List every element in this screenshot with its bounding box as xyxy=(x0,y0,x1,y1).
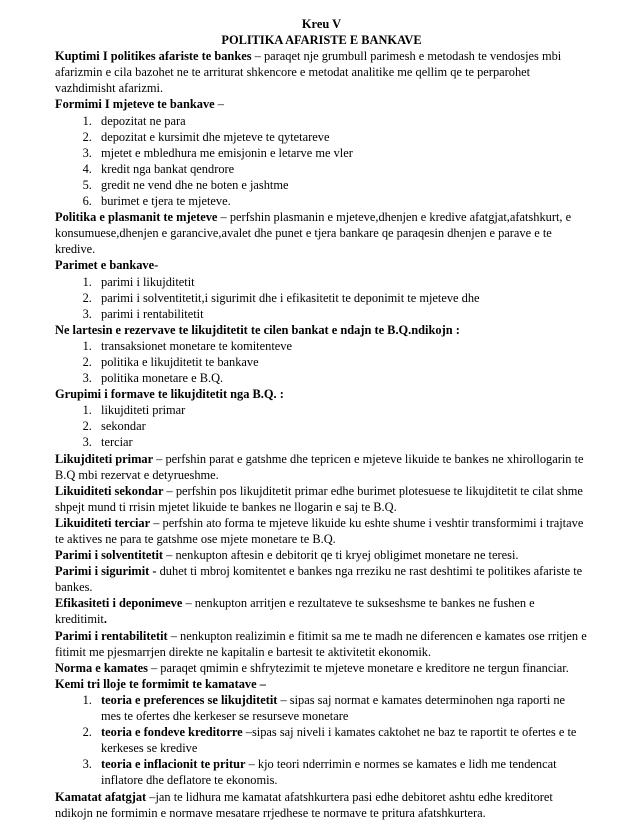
placement-paragraph xyxy=(55,209,588,257)
list-item: 1. transaksionet monetare te komitenteve xyxy=(95,338,588,354)
definition-term: Parimi i solventitetit xyxy=(55,548,164,563)
definition-text: – paraqet qmimin e shfrytezimit te mjeteve monetare e kreditore ne tergun financiar. xyxy=(147,660,569,675)
definition-term: Likuiditeti terciar xyxy=(55,515,151,530)
principles-heading xyxy=(55,257,588,273)
list-item: 3. politika monetare e B.Q. xyxy=(95,370,588,386)
concept-term: Kuptimi I politikes afariste te bankes xyxy=(55,49,252,64)
theory-text: – kjo teori nderrimin e normes se kamates e lidh me tendencat inflatore dhe deflatore te ekonomis. xyxy=(101,757,557,788)
formation-heading xyxy=(55,96,588,112)
definition-term: Likuiditeti sekondar xyxy=(55,483,164,498)
definition-term: Parimi i sigurimit - xyxy=(55,564,157,579)
formation-list xyxy=(55,113,588,210)
theory-term: teoria e preferences se likujditetit xyxy=(101,692,278,707)
groups-list xyxy=(55,402,588,450)
list-item: 2. depozitat e kursimit dhe mjeteve te qytetareve xyxy=(95,129,588,145)
groups-heading-label: Grupimi i formave te likujditetit nga B.Q. : xyxy=(55,387,284,402)
shortterm-text: –jan te lidhura me kamatat afatshkurtera pasi edhe debitoret ashtu edhe kreditoret ndikojn ne formimin e normave mesatare rrjedhese te normave te pritura afatshkurtera. xyxy=(55,789,553,820)
shortterm-term: Kamatat afatgjat xyxy=(55,789,147,804)
theories-heading-label: Kemi tri lloje te formimit te kamatave – xyxy=(55,676,266,691)
definition-paragraph xyxy=(55,660,588,676)
efficiency-end: . xyxy=(103,612,107,627)
theory-text: –sipas saj niveli i kamates caktohet ne baz te raportit te ofertes e te kerkeses se kredive xyxy=(101,725,577,756)
list-item xyxy=(95,724,588,756)
list-item: 3. parimi i rentabilitetit xyxy=(95,306,588,322)
definition-paragraph xyxy=(55,483,588,515)
efficiency-text: – nenkupton arritjen e rezultateve te sukseshsme te bankes ne fushen e kreditimit xyxy=(55,596,535,627)
definition-text: – perfshin ato forma te mjeteve likuide ku eshte shume i veshtir transformimi i trajtave te aktives ne para te gatshme ose mjete monetare te B.Q. xyxy=(55,515,584,546)
page-title: POLITIKA AFARISTE E BANKAVE xyxy=(221,33,422,48)
efficiency-paragraph xyxy=(55,595,588,627)
groups-heading xyxy=(55,386,588,402)
theories-heading xyxy=(55,676,588,692)
formation-heading-dash: – xyxy=(214,97,224,112)
definition-text: – perfshin parat e gatshme dhe tepricen e mjeteve likuide te bankes ne xhirollogarin te B.Q mbi rezervat e detyrueshme. xyxy=(55,451,584,482)
concept-text: – paraqet nje grumbull parimesh e metodash te vendosjes mbi afarizmin e cila bazohet ne te arriturat shkencore e metodat analitike me qellim qe te perparohet vazhdimisht afarizmi. xyxy=(55,49,562,96)
shortterm-paragraph xyxy=(55,789,588,821)
definition-term: Parimi i rentabilitetit xyxy=(55,628,168,643)
definition-text: – nenkupton realizimin e fitimit sa me te madh ne diferencen e kamates ose rritjen e fitimit me pjesmarrjen direkte ne kapitalin e bartesit te aktivitetit ekonomik. xyxy=(55,628,587,659)
definition-text: – perfshin pos likujditetit primar edhe burimet plotesuese te likujditetit te cilat shme shpejt mund ti rrisin mjetet likuide te bankes ne llogarin e saj te B.Q. xyxy=(55,483,583,514)
theory-text: – sipas saj normat e kamates determinohen nga raporti ne mes te ofertes dhe kerkeser se resurseve monetare xyxy=(101,692,566,724)
list-item: 2. politika e likujditetit te bankave xyxy=(95,354,588,370)
reserves-list xyxy=(55,338,588,386)
definition-paragraph xyxy=(55,628,588,660)
chapter-label: Kreu V xyxy=(301,17,342,31)
theory-term: teoria e fondeve kreditorre xyxy=(101,725,243,740)
list-item xyxy=(95,692,588,724)
definition-paragraph xyxy=(55,451,588,483)
reserves-heading-label: Ne lartesin e rezervave te likujditetit te cilen bankat e ndajn te B.Q.ndikojn : xyxy=(55,322,460,337)
formation-heading-label: Formimi I mjeteve te bankave xyxy=(55,97,215,112)
definition-text: duhet ti mbroj komitentet e bankes nga rreziku ne rast deshtimi te politikes afariste te bankes. xyxy=(55,564,583,595)
definition-text: – nenkupton aftesin e debitorit qe ti kryej obligimet monetare ne teresi. xyxy=(163,548,519,563)
list-item: 1. likujditeti primar xyxy=(95,402,588,418)
list-item xyxy=(95,756,588,788)
list-item: 4. kredit nga bankat qendrore xyxy=(95,161,588,177)
definition-paragraph xyxy=(55,563,588,595)
list-item: 5. gredit ne vend dhe ne boten e jashtme xyxy=(95,177,588,193)
definition-paragraph xyxy=(55,515,588,547)
principles-list xyxy=(55,274,588,322)
list-item: 3. terciar xyxy=(95,434,588,450)
concept-paragraph xyxy=(55,48,588,96)
list-item: 1. depozitat ne para xyxy=(95,113,588,129)
theories-list xyxy=(55,692,588,789)
theory-term: teoria e inflacionit te pritur xyxy=(101,757,246,772)
placement-term: Politika e plasmanit te mjeteve xyxy=(55,210,218,225)
list-item: 1. parimi i likujditetit xyxy=(95,274,588,290)
list-item: 3. mjetet e mbledhura me emisjonin e letarve me vler xyxy=(95,145,588,161)
definition-term: Norma e kamates xyxy=(55,660,148,675)
principles-heading-label: Parimet e bankave- xyxy=(55,258,159,273)
list-item: 2. parimi i solventitetit,i sigurimit dhe i efikasitetit te deponimit te mjeteve dhe xyxy=(95,290,588,306)
placement-text: – perfshin plasmanin e mjeteve,dhenjen e kredive afatgjat,afatshkurt, e konsumuese,dhenjen e garancive,avalet dhe punet e tjera bankare qe paraqesin dhenjen e parave e te kredive. xyxy=(55,210,572,257)
definition-term: Likujditeti primar xyxy=(55,451,154,466)
reserves-heading xyxy=(55,322,588,338)
definition-paragraph xyxy=(55,547,588,563)
efficiency-term: Efikasiteti i deponimeve xyxy=(55,596,183,611)
list-item: 2. sekondar xyxy=(95,418,588,434)
list-item: 6. burimet e tjera te mjeteve. xyxy=(95,193,588,209)
